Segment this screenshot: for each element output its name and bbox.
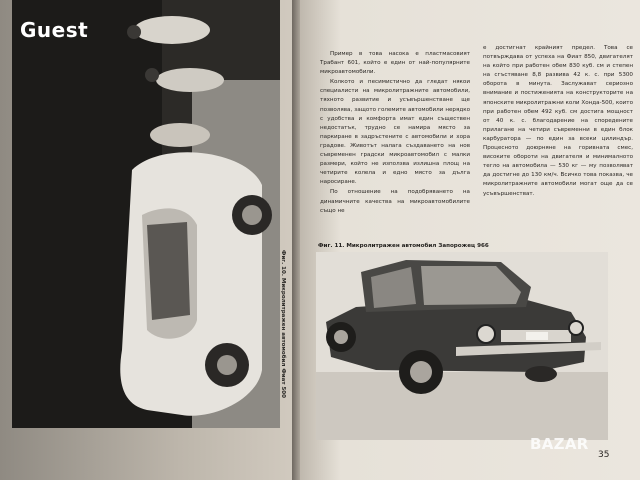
left-car-photo <box>12 0 280 428</box>
guest-watermark: Guest <box>20 18 89 42</box>
paragraph: е достигнат крайният предел. Това се потвърждава от успеха на Фиат 850, двигателят на който при работен обем 830 куб. см и степен на сгъстяване 8,8 развива 42 к. с. при 5300 оборота в минута. Заслужават сериозно внимание и постиженията на конструкторите на японските микролитражни коли Хонда-500, които при работен обем 492 куб. см достига мощност от 40 к. с. благодарение на споредените прилагане на четири съвременни в един блок карбуратора — по един за всеки цилиндър. Процесното доюрняне на горивната смес, високите обороти на двигателя и минималното тегло на автомобила — 530 кг — му позволяват да достигне до 130 км/ч. Всичко това показва, че микролитражните автомобили могат още да се усъвършенстват. <box>483 45 633 197</box>
bazar-watermark: BAZAR <box>530 435 589 453</box>
text-column-2 <box>483 44 633 200</box>
car-illustration <box>316 252 608 440</box>
text-column-1 <box>320 50 470 217</box>
paragraph: Пример в това насока е пластмасовият Трабант 601, който е един от най-популярните микроавтомобили. <box>320 51 470 76</box>
left-page <box>0 0 300 480</box>
paragraph: Колкото и песимистично да гледат някои специалисти на микролитражните автомобили, тяхното развитие и усъвършенстване ще позволява, защото големите автомобили нерядко с удобства и комфорта имат един съществен недостатък, трудно се намира място за паркиране в задръстените с автомобили и хора градове. Животът налага създаването на нов съвременен градски микроавтомобил с малки размери, който не използва излишна площ на четирите колела и едно място за дълга наросиране. <box>320 79 470 186</box>
white-car-photo-illustration <box>12 0 280 428</box>
zaporozhets-car-photo <box>316 252 608 440</box>
figure-caption: Фиг. 11. Микролитражен автомобил Запорожец 966 <box>318 243 489 249</box>
left-figure-caption: Фиг. 10. Микролитражен автомобил Фиат 500 <box>280 250 286 398</box>
page-number: 35 <box>598 450 610 460</box>
paragraph: По отношение на подобряването на динамичните качества на микроавтомобилите също не <box>320 189 470 214</box>
